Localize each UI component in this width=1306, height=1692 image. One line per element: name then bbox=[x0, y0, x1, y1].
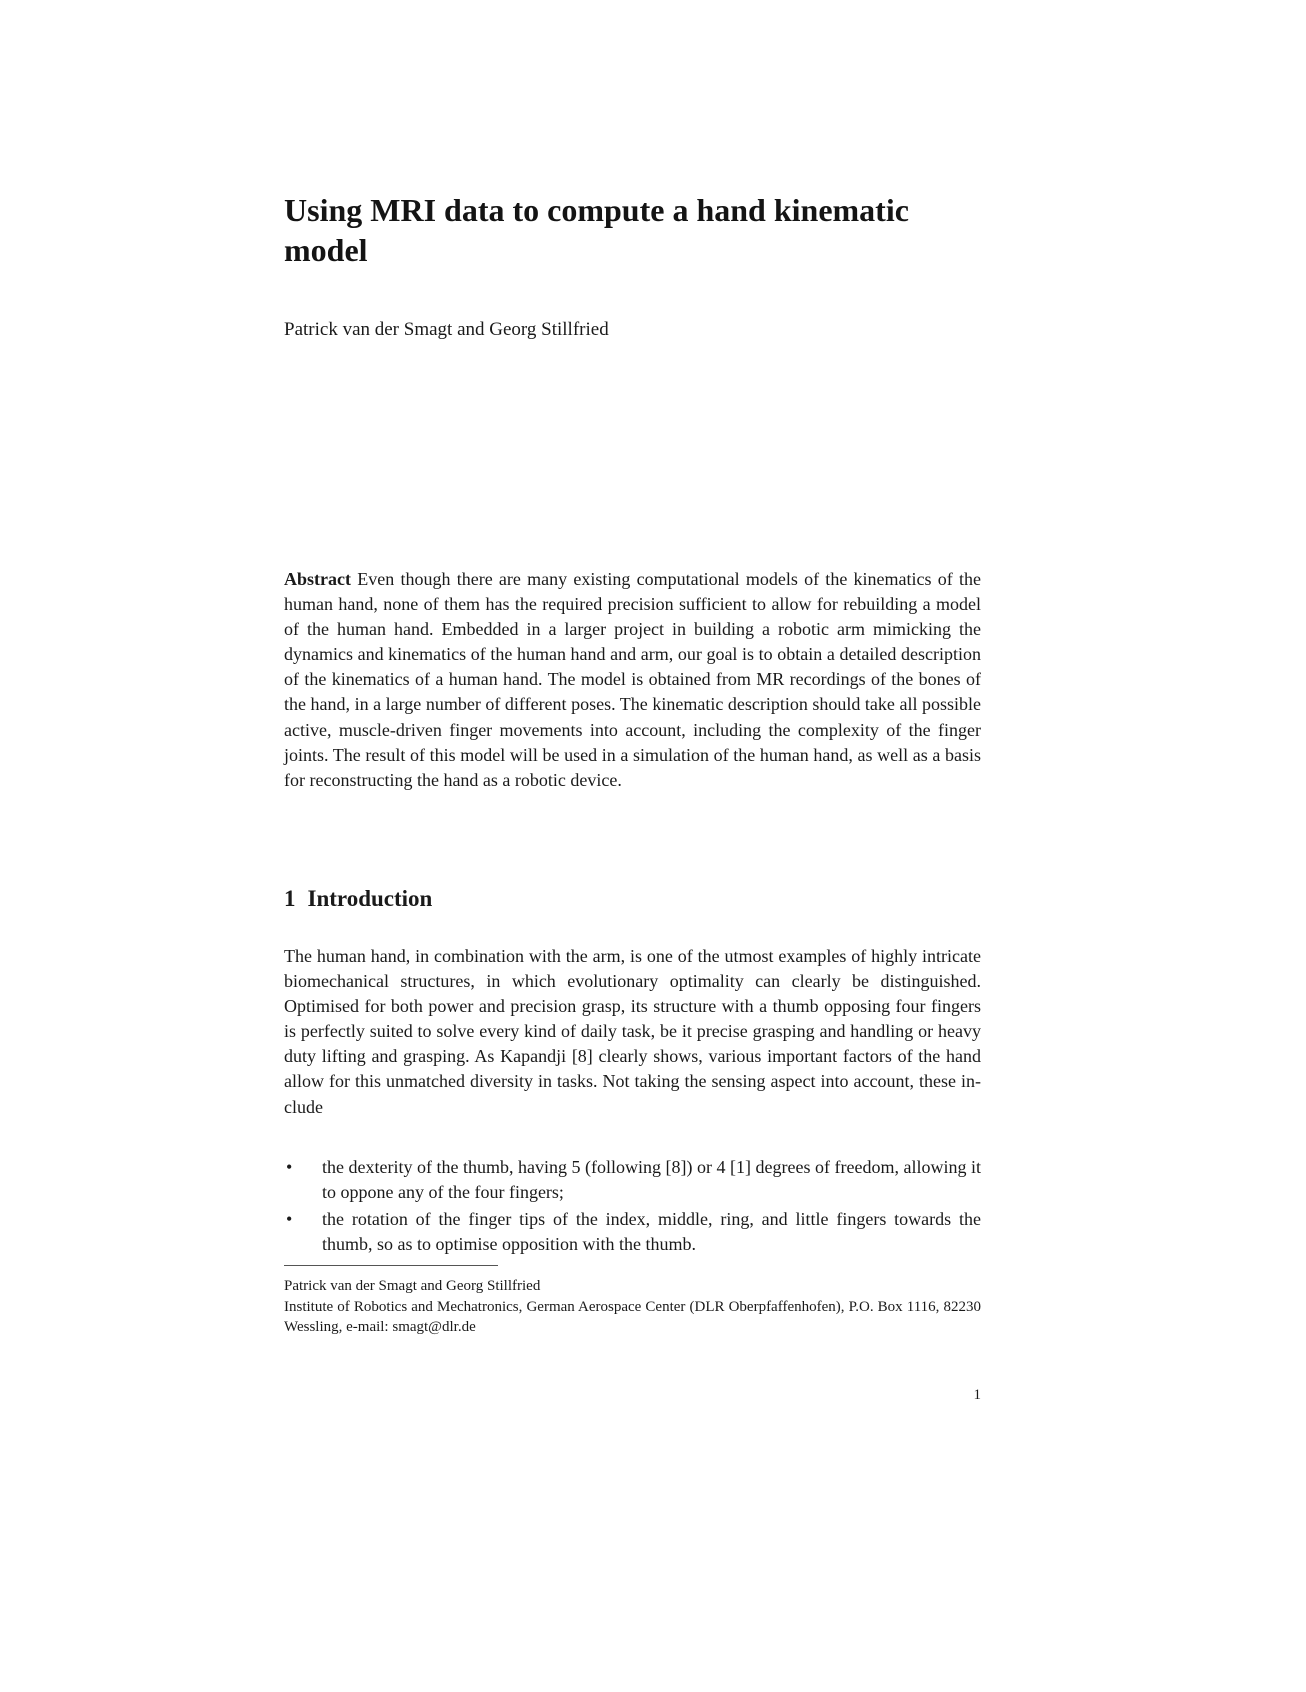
section-heading bbox=[284, 884, 981, 914]
footnote-authors: Patrick van der Smagt and Georg Stillfried bbox=[284, 1278, 541, 1294]
bullet-text: the rotation of the finger tips of the index, middle, ring, and little fingers towards the thumb, so as to optimise opposition with the thumb. bbox=[322, 1209, 981, 1255]
section-number: 1 bbox=[284, 886, 296, 911]
footnote-affiliation: Institute of Robotics and Mechatronics, German Aerospace Center (DLR Oberpfaffenhofen), P.O. Box 1116, 82230 Wessling, e-mail: smagt@dlr.de bbox=[284, 1298, 981, 1335]
page-number: 1 bbox=[973, 1387, 981, 1403]
section-title: Introduction bbox=[307, 886, 433, 911]
bullet-list bbox=[284, 1155, 981, 1259]
list-item bbox=[284, 1155, 981, 1205]
abstract-label: Abstract bbox=[284, 569, 351, 589]
bullet-text: the dexterity of the thumb, having 5 (following [8]) or 4 [1] degrees of freedom, allowing it to oppone any of the four fingers; bbox=[322, 1157, 981, 1203]
abstract bbox=[284, 567, 981, 793]
bullet-icon: • bbox=[286, 1157, 293, 1177]
footnote bbox=[284, 1276, 981, 1338]
footnote-divider bbox=[284, 1265, 498, 1266]
paper-title: Using MRI data to compute a hand kinematic model bbox=[284, 192, 909, 268]
intro-paragraph: The human hand, in combination with the arm, is one of the utmost examples of highly intricate biomechanical structures, in which evolutionary optimality can clearly be distinguished. Optimised for both power and precision grasp, its structure with a thumb opposing four fingers is perfectly suited to solve every kind of daily task, be it precise grasping and handling or heavy duty lifting and grasping. As Kapandji [8] clearly shows, various important factors of the hand allow for this unmatched diversity in tasks. Not taking the sensing aspect into account, these include bbox=[284, 946, 981, 1117]
abstract-text: Even though there are many existing computational models of the kinematics of the human hand, none of them has the required precision sufficient to allow for rebuilding a model of the human hand. Embedded in a larger project in building a robotic arm mimicking the dynamics and kinematics of the human hand and arm, our goal is to obtain a detailed description of the kinematics of a human hand. The model is obtained from MR recordings of the bones of the hand, in a large number of different poses. The kinematic description should take all possible active, muscle-driven finger movements into account, including the complexity of the finger joints. The result of this model will be used in a simulation of the human hand, as well as a basis for reconstructing the hand as a robotic device. bbox=[284, 569, 981, 790]
list-item bbox=[284, 1207, 981, 1257]
bullet-icon: • bbox=[286, 1209, 293, 1230]
paper-authors: Patrick van der Smagt and Georg Stillfried bbox=[284, 319, 609, 340]
